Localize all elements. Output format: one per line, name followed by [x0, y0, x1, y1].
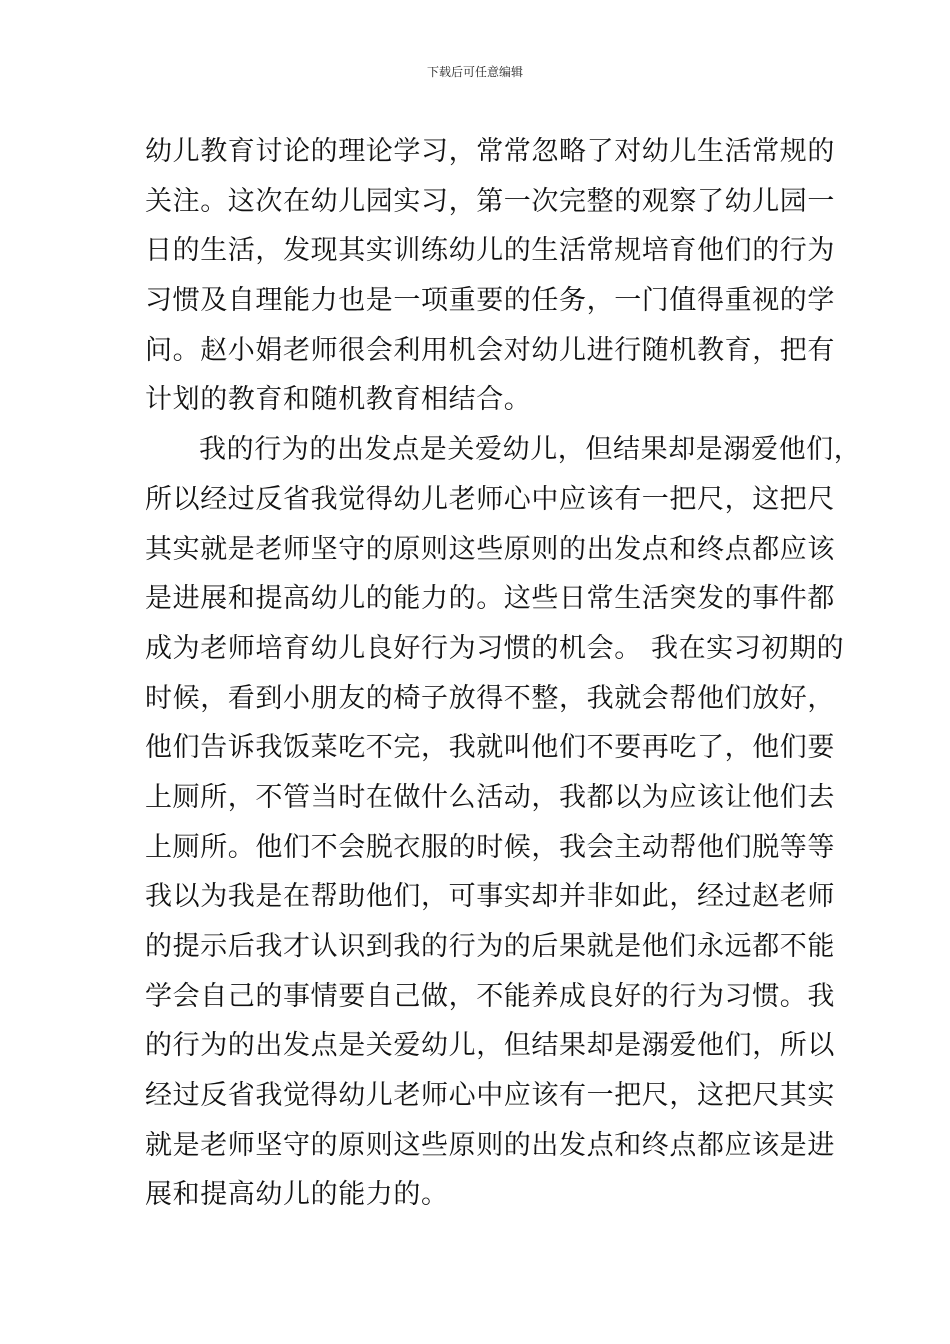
text-line: 日的生活，发现其实训练幼儿的生活常规培育他们的行为 — [145, 235, 835, 267]
text-line: 他们告诉我饭菜吃不完，我就叫他们不要再吃了，他们要 — [145, 732, 835, 764]
text-line: 的提示后我才认识到我的行为的后果就是他们永远都不能 — [145, 931, 835, 962]
text-line: 所以经过反省我觉得幼儿老师心中应该有一把尺，这把尺 — [145, 483, 835, 515]
text-line: 成为老师培育幼儿良好行为习惯的机会。 我在实习初期的 — [145, 632, 845, 664]
document-body — [145, 127, 862, 1220]
paragraph-first-line: 我的行为的出发点是关爱幼儿，但结果却是溺爱他们， — [199, 434, 862, 466]
text-line: 关注。这次在幼儿园实习，第一次完整的观察了幼儿园一 — [145, 185, 835, 217]
text-line: 计划的教育和随机教育相结合。 — [145, 384, 532, 416]
text-line: 学会自己的事情要自己做，不能养成良好的行为习惯。我 — [145, 980, 835, 1012]
text-line: 是进展和提高幼儿的能力的。这些日常生活突发的事件都 — [145, 583, 835, 615]
text-line: 习惯及自理能力也是一项重要的任务，一门值得重视的学 — [145, 285, 835, 317]
text-line: 经过反省我觉得幼儿老师心中应该有一把尺，这把尺其实 — [145, 1080, 835, 1112]
text-line: 问。赵小娟老师很会利用机会对幼儿进行随机教育，把有 — [145, 334, 835, 366]
text-line: 展和提高幼儿的能力的。 — [145, 1179, 449, 1211]
text-line: 上厕所，不管当时在做什么活动，我都以为应该让他们去 — [145, 781, 835, 813]
text-line: 其实就是老师坚守的原则这些原则的出发点和终点都应该 — [145, 533, 835, 565]
text-line: 上厕所。他们不会脱衣服的时候，我会主动帮他们脱等等 — [145, 831, 835, 863]
text-line: 我以为我是在帮助他们，可事实却并非如此，经过赵老师 — [145, 881, 835, 913]
page-header: 下载后可任意编辑 — [426, 65, 523, 79]
text-line: 时候，看到小朋友的椅子放得不整，我就会帮他们放好， — [145, 682, 835, 714]
text-line: 的行为的出发点是关爱幼儿，但结果却是溺爱他们，所以 — [145, 1030, 835, 1062]
text-line: 幼儿教育讨论的理论学习，常常忽略了对幼儿生活常规的 — [145, 136, 835, 167]
text-line: 就是老师坚守的原则这些原则的出发点和终点都应该是进 — [145, 1129, 835, 1161]
